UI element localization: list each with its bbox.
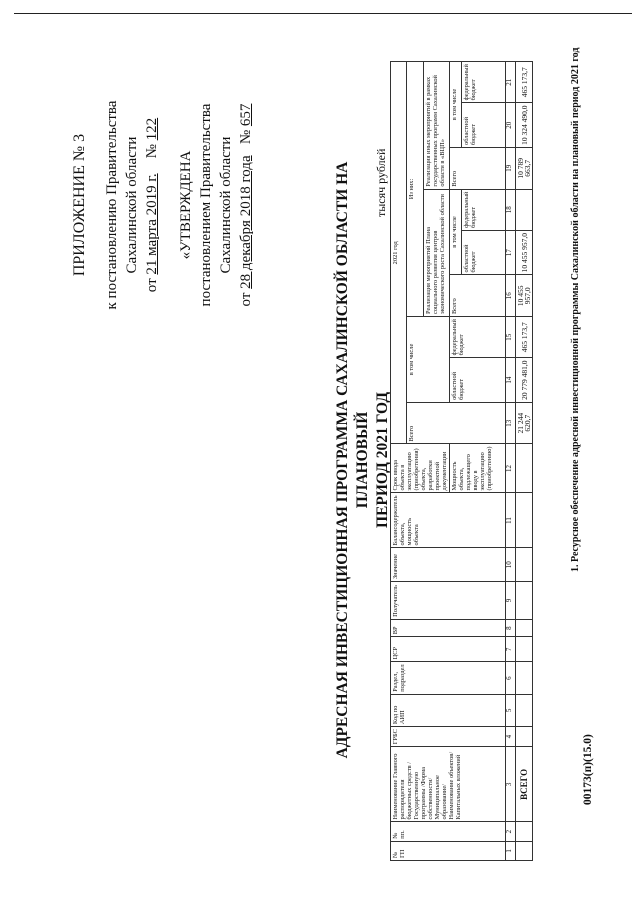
unit-label: тысяч рублей <box>374 148 388 217</box>
col-num: 7 <box>506 637 516 662</box>
to-resolution: к постановлению Правительства <box>104 100 120 310</box>
section-title: 1. Ресурсное обеспечение адресной инвестиционной программы Сахалинской области на плановый период 2021 год <box>570 47 581 572</box>
col-num: 2 <box>506 822 516 841</box>
number-label-2: № <box>238 129 254 145</box>
region: Сахалинской области <box>124 136 140 274</box>
h-fed-budget: федеральный бюджет <box>450 317 506 358</box>
number-label: № <box>144 144 160 159</box>
resolution-date-line <box>142 60 162 350</box>
total-c17: 10 455 957,0 <box>516 230 533 275</box>
col-num: 4 <box>506 727 516 747</box>
total-c16: 10 455 957,0 <box>516 275 533 317</box>
h-period: Срок ввода объекта в эксплуатацию (приобретения) объекта, разработки проектной документации <box>391 444 450 493</box>
h-capacity: Мощность объекта, подлежащего вводу в эксплуатацию (приобретению) <box>450 444 506 493</box>
total-c21: 465 173,7 <box>516 62 533 103</box>
approval-date-line <box>236 60 256 350</box>
col-num: 11 <box>506 493 516 548</box>
resolution-date: 21 марта 2019 г. <box>144 173 160 275</box>
h-incl: в том числе <box>407 317 450 403</box>
approval-number: 657 <box>238 103 254 127</box>
title-line-2: ПЕРИОД 2021 ГОД <box>374 391 391 529</box>
from-label-2: от <box>238 292 254 307</box>
h-build: Балансодержатель объекта, мощность объекта <box>391 493 506 548</box>
title-line-1: АДРЕСНАЯ ИНВЕСТИЦИОННАЯ ПРОГРАММА САХАЛИНСКОЙ ОБЛАСТИ НА ПЛАНОВЫЙ <box>334 161 371 759</box>
h-prog1: Реализация мероприятий Плана социального развития центров экономического роста Сахалинской области <box>424 189 450 316</box>
h-num-gp: № ГП <box>391 841 506 860</box>
h-prog1-total: Всего <box>450 275 506 317</box>
region-2: Сахалинской области <box>218 136 234 274</box>
document-code: 00173(п)(15.0) <box>582 734 594 805</box>
h-grbs: ГРБС <box>391 727 506 747</box>
h-recipient: Получатель <box>391 582 506 620</box>
appendix-header <box>70 60 256 350</box>
col-num: 3 <box>506 747 516 822</box>
col-num: 16 <box>506 275 516 317</box>
col-num: 6 <box>506 662 516 694</box>
col-num: 19 <box>506 147 516 189</box>
investment-table <box>390 61 533 861</box>
col-num: 18 <box>506 189 516 230</box>
col-num: 20 <box>506 103 516 148</box>
h-prog2-incl: в том числе <box>450 62 462 148</box>
approved-by: постановлением Правительства <box>198 103 214 307</box>
column-numbers-row <box>506 62 516 861</box>
col-num: 9 <box>506 582 516 620</box>
col-num: 10 <box>506 548 516 582</box>
col-num: 15 <box>506 317 516 358</box>
h-prog2-total: Всего <box>450 147 506 189</box>
h-znachenie: Значение <box>391 548 506 582</box>
h-razdel: Раздел, подраздел <box>391 662 506 694</box>
h-iz-nih: Из них: <box>407 62 424 317</box>
appendix-number: ПРИЛОЖЕНИЕ № 3 <box>71 133 88 277</box>
total-row <box>516 62 533 861</box>
h-region-budget: областной бюджет <box>450 358 506 403</box>
total-c19: 10 789 663,7 <box>516 147 533 189</box>
document-title <box>333 115 393 805</box>
h-csr: ЦСР <box>391 637 506 662</box>
h-prog2-region: областной бюджет <box>462 103 506 148</box>
h-num-pp: № пп. <box>391 822 506 841</box>
col-num: 17 <box>506 230 516 275</box>
col-num: 8 <box>506 619 516 636</box>
from-label: от <box>144 278 160 293</box>
h-aip: Код по АИП <box>391 694 506 726</box>
h-year: 2021 год <box>391 62 407 445</box>
h-total: Всего <box>407 402 506 444</box>
approval-date: 28 декабря 2018 года <box>238 155 254 289</box>
total-c20: 10 324 490,0 <box>516 103 533 148</box>
col-num: 14 <box>506 358 516 403</box>
h-prog1-fed: федеральный бюджет <box>462 189 506 230</box>
total-c13: 21 244 620,7 <box>516 402 533 444</box>
resolution-number: 122 <box>144 117 160 141</box>
h-prog2: Реализация иных мероприятий в рамках государственных программ Сахалинской области в «ВЦП» <box>424 62 450 190</box>
h-vr: ВР <box>391 619 506 636</box>
h-prog1-incl: в том числе <box>450 189 462 275</box>
approved-label: «УТВЕРЖДЕНА <box>178 150 194 260</box>
h-prog2-fed: федеральный бюджет <box>462 62 506 103</box>
h-name: Наименование Главного распорядителя бюджетных средств / Государственную программы /Форма собственности/ Муниципальное образование/ Наименование объектов/ Капитальных вложений <box>391 747 506 822</box>
col-num: 5 <box>506 694 516 726</box>
total-c15: 465 173,7 <box>516 317 533 358</box>
total-c14: 20 779 481,0 <box>516 358 533 403</box>
col-num: 13 <box>506 402 516 444</box>
col-num: 21 <box>506 62 516 103</box>
h-prog1-region: областной бюджет <box>462 230 506 275</box>
total-label: ВСЕГО <box>516 747 533 822</box>
col-num: 1 <box>506 841 516 860</box>
col-num: 12 <box>506 444 516 493</box>
